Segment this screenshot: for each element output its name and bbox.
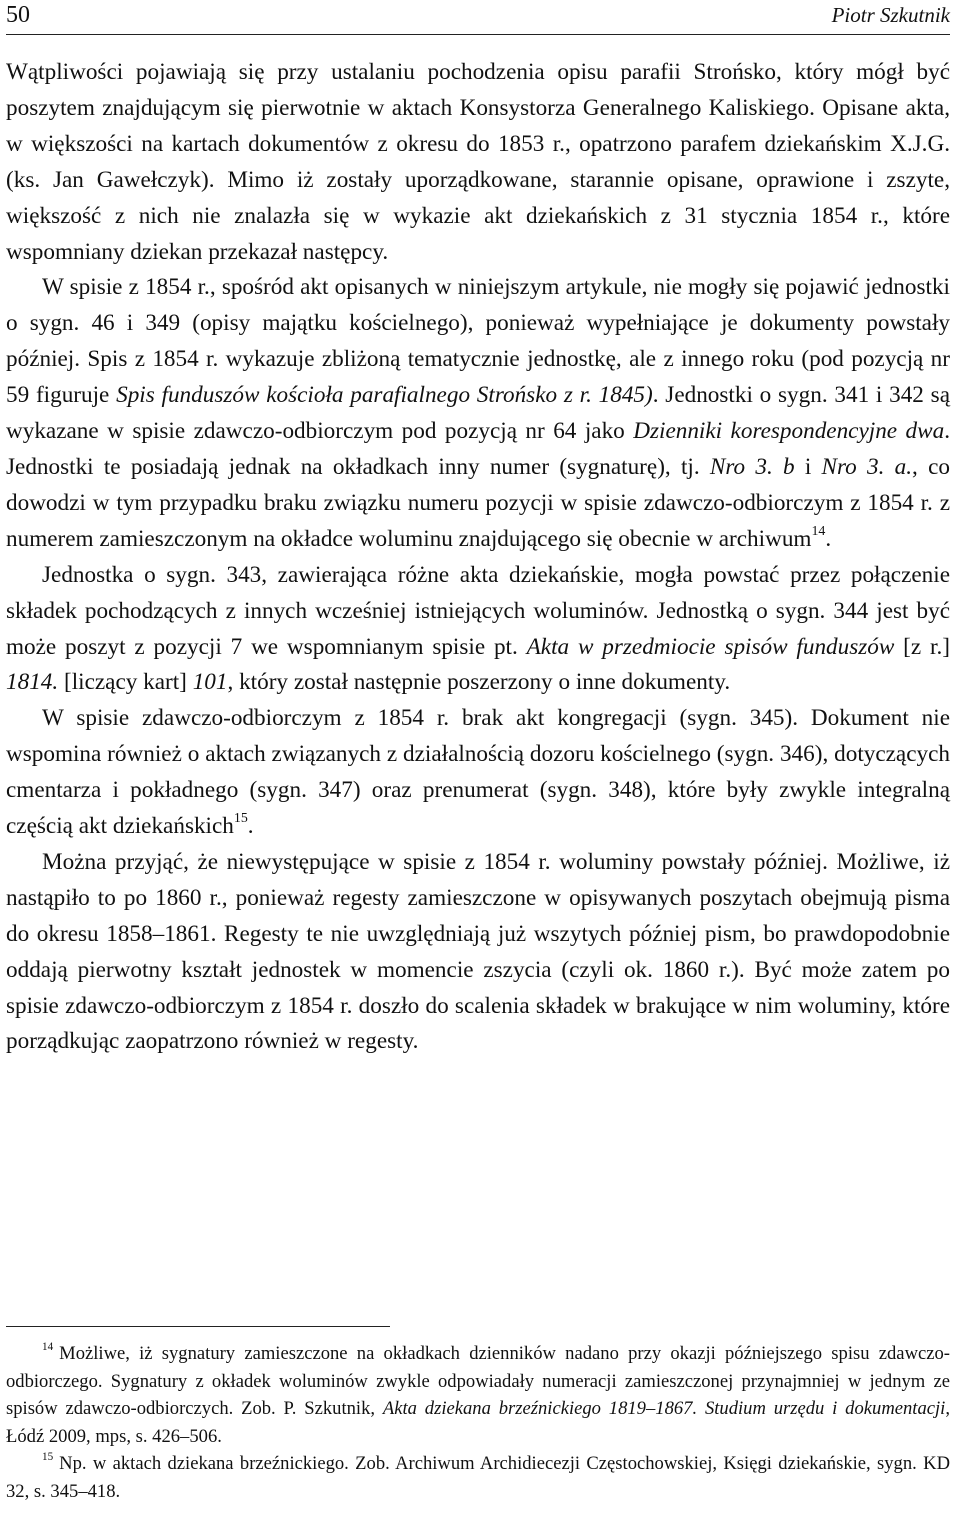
text-run: Możliwe, iż sygnatury zamieszczone na okładkach dzienników nadano przy okazji późniejszego spisu zdawczo-odbiorczego. Sygnatury z okładek woluminów zwykle odpowiadały numeracji zamieszczonej przynajmniej w jednym ze spisów zdawczo-odbiorczych. Zob. P. Szkutnik, — [6, 1343, 950, 1420]
italic-title: Nro 3. a. — [821, 453, 913, 480]
italic-title: Akta dziekana brzeźnickiego 1819–1867. Studium urzędu i dokumentacji — [382, 1398, 946, 1420]
text-run: Np. w aktach dziekana brzeźnickiego. Zob. Archiwum Archidiecezji Częstochowskiej, Księgi dziekańskie, sygn. KD 32, s. 345–418. — [6, 1453, 950, 1502]
footnotes — [6, 1340, 950, 1506]
footnote — [6, 1450, 950, 1505]
italic-title: Nro 3. b — [709, 453, 795, 480]
text-run: , co dowodzi w tym przypadku braku związku numeru pozycji w spisie zdawczo-odbiorczym z 1854 r. z numerem zamieszczonym na okładce woluminu znajdującego się obecnie w archiwum — [6, 453, 950, 552]
text-run: , który został następnie poszerzony o inne dokumenty. — [227, 669, 731, 696]
running-header — [6, 0, 950, 35]
text-run: , Łódź 2009, mps, s. 426–506. — [6, 1398, 950, 1447]
text-run: . — [825, 525, 832, 552]
footnote-separator — [6, 1326, 390, 1327]
italic-title: 1814. — [6, 669, 59, 696]
italic-title: 101 — [192, 669, 228, 696]
paragraph — [6, 845, 950, 1060]
text-run: Jednostka o sygn. 343, zawierająca różne akta dziekańskie, mogła powstać przez połączenie składek pochodzących z innych wcześniej istniejących woluminów. Jednostką o sygn. 344 jest być może poszyt z pozycji 7 we wspomnianym spisie pt. — [6, 561, 950, 660]
running-head-author: Piotr Szkutnik — [831, 3, 950, 27]
italic-title: Dzienniki korespondencyjne dwa — [633, 418, 945, 445]
paragraph — [6, 558, 950, 702]
paragraph — [6, 55, 950, 270]
text-run: . — [247, 813, 254, 840]
footnote-reference: 14 — [811, 523, 826, 539]
text-run: W spisie z 1854 r., spośród akt opisanych w niniejszym artykule, nie mogły się pojawić jednostki o sygn. 46 i 349 (opisy majątku kościelnego), ponieważ wypełniające je dokumenty powstały później. Spis z 1854 r. wykazuje zbliżoną tematycznie jednostkę, ale z innego roku (pod pozycją nr 59 figuruje — [6, 274, 950, 409]
italic-title: Spis funduszów kościoła parafialnego Strońsko z r. 1845) — [116, 382, 653, 409]
page-number: 50 — [6, 2, 30, 28]
footnote-reference: 15 — [233, 810, 248, 826]
footnote-number: 15 — [42, 1451, 54, 1464]
text-run: Wątpliwości pojawiają się przy ustalaniu pochodzenia opisu parafii Strońsko, który mógł być poszytem znajdującym się pierwotnie w aktach Konsystorza Generalnego Kaliskiego. Opisane akta, w większości na kartach dokumentów z okresu do 1853 r., opatrzono parafem dziekańskim X.J.G. (ks. Jan Gawełczyk). Mimo iż zostały uporządkowane, starannie opisane, oprawione i zszyte, większość z nich nie znalazła się w wykazie akt dziekańskich z 31 stycznia 1854 r., które wspomniany dziekan przekazał następcy. — [6, 59, 950, 265]
italic-title: Akta w przedmiocie spisów funduszów — [526, 633, 895, 660]
text-run: Można przyjąć, że niewystępujące w spisie z 1854 r. woluminy powstały później. Możliwe, iż nastąpiło to po 1860 r., ponieważ regesty zamieszczone w opisywanych poszytach obejmują pisma do okresu 1858–1861. Regesty te nie uwzględniają już wszytych później pism, bo prawdopodobnie oddają pierwotny kształt jednostek w momencie zszycia (czyli ok. 1860 r.). Być może zatem po spisie zdawczo-odbiorczym z 1854 r. doszło do scalenia składek w brakujące w nim woluminy, które porządkując zaopatrzono również w regesty. — [6, 848, 950, 1055]
paragraph — [6, 701, 950, 845]
footnote — [6, 1340, 950, 1450]
text-run: . Jednostki o sygn. 341 i 342 są wykazane w spisie zdawczo-odbiorczym pod pozycją nr 64 jako — [6, 382, 950, 445]
paragraph — [6, 270, 950, 557]
text-run: i — [794, 453, 822, 480]
body-text — [6, 55, 950, 1060]
footnote-number: 14 — [42, 1341, 54, 1354]
text-run: [z r.] — [894, 633, 950, 660]
text-run: . Jednostki te posiadają jednak na okładkach inny numer (sygnaturę), tj. — [6, 418, 950, 480]
text-run: [liczący kart] — [58, 669, 193, 696]
text-run: W spisie zdawczo-odbiorczym z 1854 r. brak akt kongregacji (sygn. 345). Dokument nie wspomina również o aktach związanych z działalnością dozoru kościelnego (sygn. 346), dotyczących cmentarza i pokładnego (sygn. 347) oraz prenumerat (sygn. 348), które były zwykle integralną częścią akt dziekańskich — [6, 705, 950, 840]
